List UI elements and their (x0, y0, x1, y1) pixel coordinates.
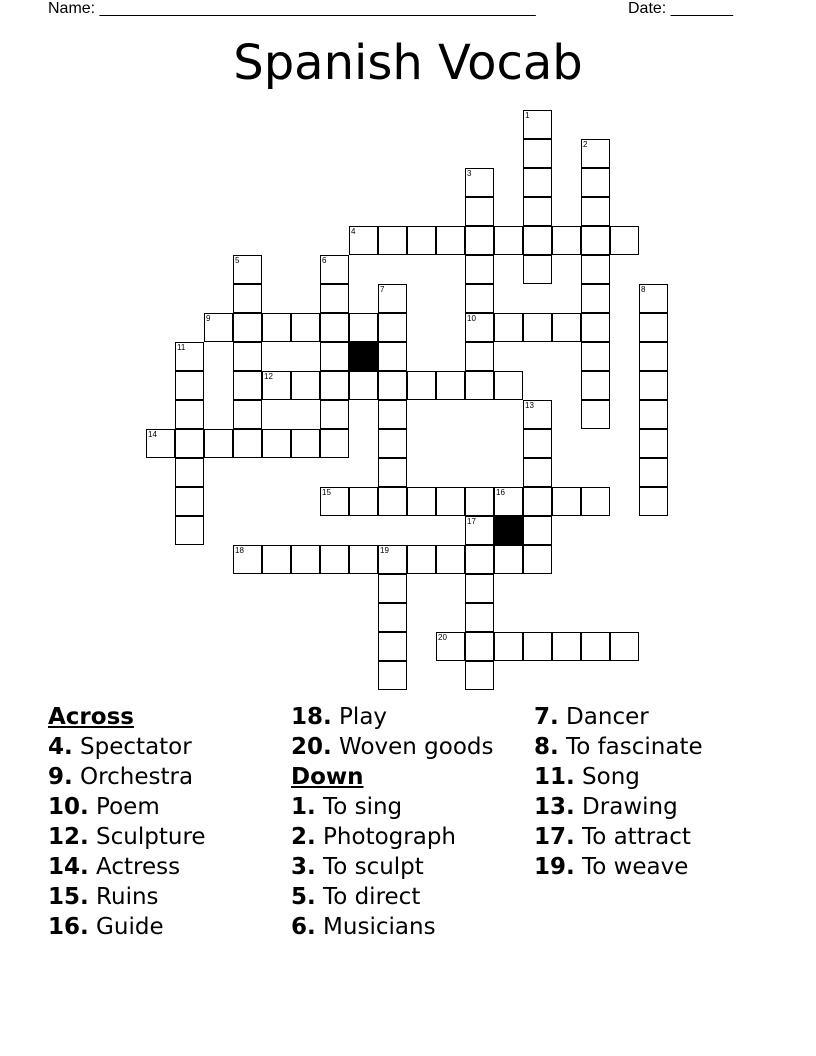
crossword-cell (523, 168, 552, 197)
clue-number: 20 (438, 633, 447, 642)
crossword-cell (175, 458, 204, 487)
crossword-cell (349, 545, 378, 574)
crossword-cell (639, 458, 668, 487)
clue-number: 4 (351, 227, 356, 236)
crossword-cell (349, 313, 378, 342)
crossword-cell (494, 487, 523, 516)
crossword-cell (494, 226, 523, 255)
crossword-cell (552, 226, 581, 255)
clue-number: 9 (206, 314, 211, 323)
clue-number: 19 (380, 546, 389, 555)
clue-number: 3 (467, 169, 472, 178)
across-clue (48, 852, 206, 882)
crossword-cell (233, 284, 262, 313)
crossword-cell (233, 371, 262, 400)
crossword-cell (436, 487, 465, 516)
crossword-cell (610, 632, 639, 661)
crossword-cell (378, 545, 407, 574)
clue-number: 14 (148, 430, 157, 439)
crossword-cell (291, 545, 320, 574)
crossword-cell (320, 545, 349, 574)
crossword-cell (523, 255, 552, 284)
crossword-cell (494, 371, 523, 400)
crossword-cell (407, 487, 436, 516)
clue-number: 18 (235, 546, 244, 555)
across-clue (48, 732, 206, 762)
crossword-cell (465, 168, 494, 197)
crossword-cell (523, 487, 552, 516)
down-clue (291, 912, 494, 942)
crossword-cell (465, 342, 494, 371)
crossword-cell (465, 197, 494, 226)
crossword-cell (233, 342, 262, 371)
down-clue-list-continued (534, 702, 703, 882)
crossword-cell (320, 313, 349, 342)
crossword-cell (523, 400, 552, 429)
crossword-cell (552, 313, 581, 342)
crossword-block-cell (494, 516, 523, 545)
crossword-cell (465, 516, 494, 545)
crossword-cell (320, 371, 349, 400)
clue-number: 16. (48, 914, 89, 940)
clue-text: To fascinate (558, 734, 703, 760)
clue-number: 15. (48, 884, 89, 910)
across-clue (48, 912, 206, 942)
crossword-cell (349, 487, 378, 516)
crossword-cell (639, 342, 668, 371)
crossword-cell (465, 255, 494, 284)
crossword-cell (523, 226, 552, 255)
crossword-cell (378, 284, 407, 313)
date-field-label: Date: _______ (628, 0, 733, 17)
clue-number: 17 (467, 517, 476, 526)
across-clue (291, 702, 494, 732)
clue-number: 15 (322, 488, 331, 497)
crossword-cell (436, 545, 465, 574)
clue-number: 8 (641, 285, 646, 294)
crossword-cell (581, 487, 610, 516)
across-heading: Across (48, 704, 134, 730)
crossword-cell (291, 371, 320, 400)
crossword-cell (465, 603, 494, 632)
clue-text: To weave (574, 854, 689, 880)
crossword-cell (349, 226, 378, 255)
across-clue (48, 762, 206, 792)
crossword-cell (320, 429, 349, 458)
crossword-cell (175, 342, 204, 371)
crossword-cell (378, 429, 407, 458)
clue-text: Woven goods (331, 734, 494, 760)
clue-text: To direct (315, 884, 421, 910)
crossword-cell (378, 487, 407, 516)
page-title: Spanish Vocab (233, 35, 583, 91)
clue-text: To sing (315, 794, 403, 820)
down-clue (534, 762, 703, 792)
clue-number: 10. (48, 794, 89, 820)
crossword-cell (523, 429, 552, 458)
crossword-cell (378, 313, 407, 342)
crossword-cell (175, 429, 204, 458)
crossword-cell (581, 284, 610, 313)
crossword-cell (233, 545, 262, 574)
crossword-cell (175, 516, 204, 545)
clue-number: 9. (48, 764, 73, 790)
crossword-cell (233, 400, 262, 429)
crossword-block-cell (349, 342, 378, 371)
crossword-cell (320, 487, 349, 516)
clue-text: Photograph (315, 824, 456, 850)
down-heading: Down (291, 764, 364, 790)
clue-text: Musicians (315, 914, 436, 940)
crossword-cell (291, 429, 320, 458)
clue-number: 11 (177, 343, 186, 352)
crossword-cell (378, 400, 407, 429)
crossword-cell (407, 545, 436, 574)
crossword-cell (262, 371, 291, 400)
clue-text: Dancer (558, 704, 649, 730)
crossword-cell (204, 429, 233, 458)
crossword-cell (523, 516, 552, 545)
down-clue (534, 732, 703, 762)
clue-number: 12. (48, 824, 89, 850)
crossword-cell (233, 429, 262, 458)
crossword-cell (523, 313, 552, 342)
clue-number: 19. (534, 854, 575, 880)
down-clue (534, 792, 703, 822)
crossword-cell (581, 371, 610, 400)
clue-text: Guide (88, 914, 164, 940)
across-clue (48, 822, 206, 852)
crossword-cell (465, 487, 494, 516)
clue-text: Actress (88, 854, 181, 880)
crossword-cell (175, 400, 204, 429)
name-field-label: Name: _________________________________________________ (48, 0, 536, 17)
crossword-cell (378, 371, 407, 400)
down-clue (534, 702, 703, 732)
clue-text: Poem (88, 794, 160, 820)
clue-number: 1. (291, 794, 316, 820)
clue-text: To sculpt (315, 854, 424, 880)
crossword-cell (233, 313, 262, 342)
crossword-cell (262, 545, 291, 574)
down-clue (291, 792, 494, 822)
clues-column-2 (291, 702, 494, 942)
clue-text: Spectator (72, 734, 192, 760)
crossword-cell (465, 313, 494, 342)
crossword-cell (378, 574, 407, 603)
clue-text: Play (331, 704, 388, 730)
clues-column-3 (534, 702, 703, 882)
crossword-cell (465, 284, 494, 313)
crossword-cell (465, 574, 494, 603)
clue-number: 11. (534, 764, 575, 790)
crossword-cell (494, 545, 523, 574)
clue-number: 6 (322, 256, 327, 265)
clue-text: To attract (574, 824, 691, 850)
crossword-cell (523, 197, 552, 226)
crossword-cell (407, 371, 436, 400)
crossword-cell (465, 545, 494, 574)
crossword-cell (523, 458, 552, 487)
down-clue-list (291, 792, 494, 942)
crossword-cell (523, 632, 552, 661)
crossword-cell (523, 139, 552, 168)
crossword-cell (465, 371, 494, 400)
clue-number: 17. (534, 824, 575, 850)
crossword-cell (581, 168, 610, 197)
crossword-cell (175, 371, 204, 400)
crossword-cell (233, 255, 262, 284)
crossword-cell (639, 429, 668, 458)
crossword-cell (378, 603, 407, 632)
crossword-cell (523, 110, 552, 139)
clue-number: 1 (525, 111, 530, 120)
crossword-cell (465, 661, 494, 690)
clue-number: 7 (380, 285, 385, 294)
crossword-cell (639, 371, 668, 400)
crossword-cell (465, 226, 494, 255)
crossword-cell (639, 313, 668, 342)
across-clue (48, 882, 206, 912)
crossword-cell (436, 371, 465, 400)
crossword-cell (494, 632, 523, 661)
crossword-cell (291, 313, 320, 342)
crossword-cell (320, 342, 349, 371)
clue-number: 16 (496, 488, 505, 497)
crossword-cell (639, 284, 668, 313)
clue-number: 20. (291, 734, 332, 760)
clue-number: 6. (291, 914, 316, 940)
clue-text: Orchestra (72, 764, 194, 790)
crossword-cell (175, 487, 204, 516)
clue-number: 4. (48, 734, 73, 760)
crossword-cell (378, 226, 407, 255)
down-clue (291, 882, 494, 912)
clue-text: Ruins (88, 884, 159, 910)
clue-number: 3. (291, 854, 316, 880)
crossword-cell (581, 342, 610, 371)
crossword-cell (581, 313, 610, 342)
clue-number: 2 (583, 140, 588, 149)
clue-text: Drawing (574, 794, 678, 820)
across-clue (48, 792, 206, 822)
crossword-cell (378, 661, 407, 690)
clues-column-1 (48, 702, 206, 942)
crossword-cell (494, 313, 523, 342)
across-clue (291, 732, 494, 762)
crossword-cell (378, 632, 407, 661)
crossword-cell (610, 226, 639, 255)
crossword-cell (552, 487, 581, 516)
crossword-cell (320, 400, 349, 429)
crossword-cell (320, 284, 349, 313)
clue-number: 13. (534, 794, 575, 820)
crossword-cell (262, 429, 291, 458)
crossword-cell (552, 632, 581, 661)
clue-number: 12 (264, 372, 273, 381)
down-clue (291, 852, 494, 882)
clue-number: 2. (291, 824, 316, 850)
crossword-cell (581, 255, 610, 284)
crossword-cell (146, 429, 175, 458)
crossword-cell (407, 226, 436, 255)
clue-number: 5 (235, 256, 240, 265)
crossword-cell (581, 226, 610, 255)
clue-number: 7. (534, 704, 559, 730)
crossword-cell (581, 139, 610, 168)
crossword-cell (581, 400, 610, 429)
crossword-cell (320, 255, 349, 284)
crossword-cell (378, 342, 407, 371)
crossword-cell (378, 458, 407, 487)
crossword-cell (639, 487, 668, 516)
clue-number: 8. (534, 734, 559, 760)
across-clue-list (48, 732, 206, 942)
down-clue (534, 822, 703, 852)
crossword-cell (204, 313, 233, 342)
clue-number: 18. (291, 704, 332, 730)
clue-number: 10 (467, 314, 476, 323)
crossword-cell (436, 226, 465, 255)
clue-text: Sculpture (88, 824, 206, 850)
clue-text: Song (574, 764, 640, 790)
down-clue (291, 822, 494, 852)
clue-number: 14. (48, 854, 89, 880)
across-clue-list-continued (291, 702, 494, 762)
clue-number: 13 (525, 401, 534, 410)
crossword-cell (581, 632, 610, 661)
crossword-cell (581, 197, 610, 226)
crossword-cell (639, 400, 668, 429)
clue-number: 5. (291, 884, 316, 910)
crossword-cell (349, 371, 378, 400)
crossword-cell (465, 632, 494, 661)
crossword-cell (523, 545, 552, 574)
crossword-cell (436, 632, 465, 661)
crossword-cell (262, 313, 291, 342)
down-clue (534, 852, 703, 882)
